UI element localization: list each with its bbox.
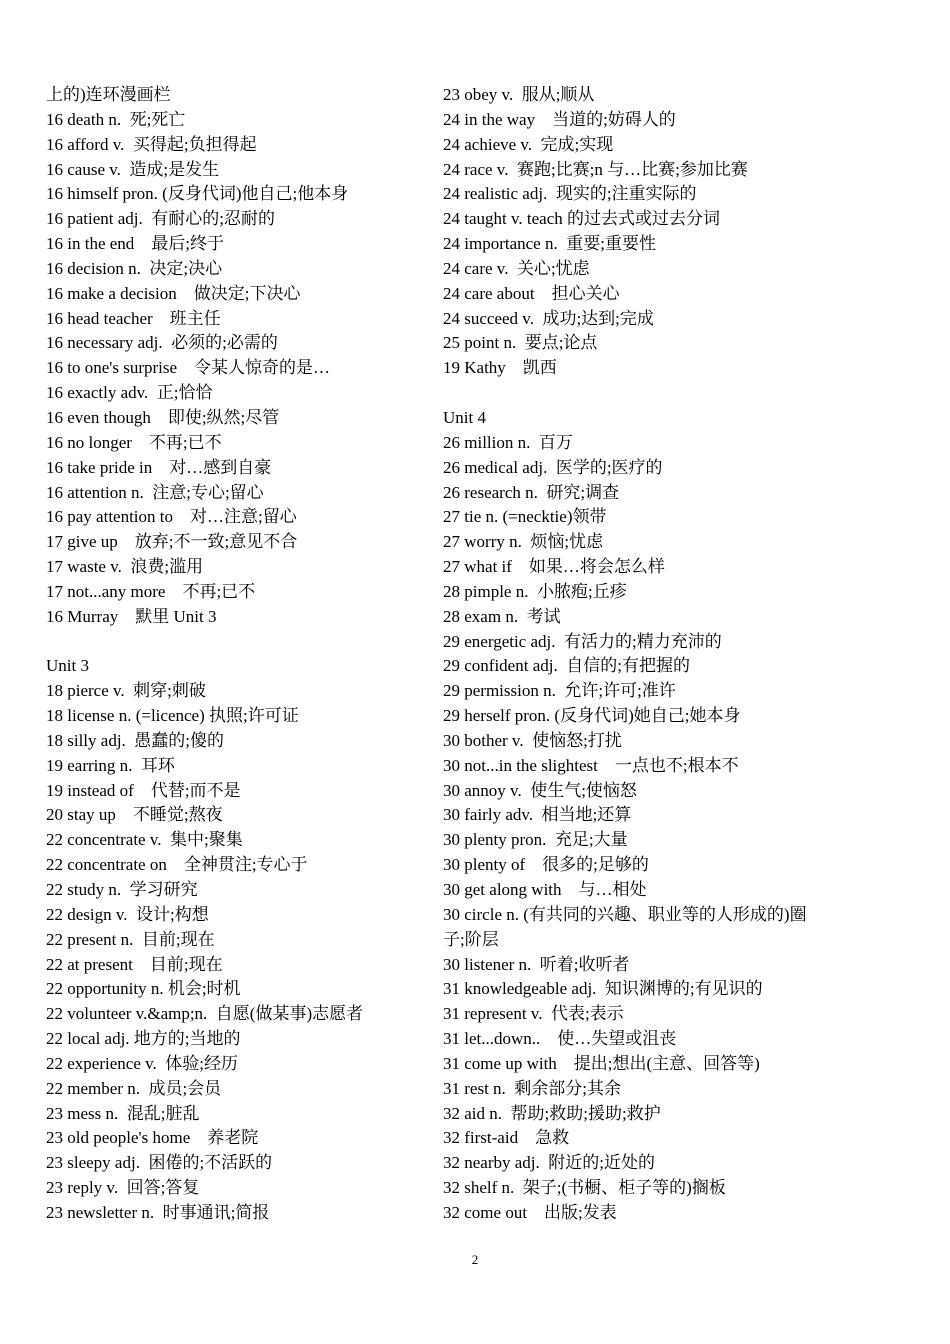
vocab-entry: 16 even though 即使;纵然;尽管 <box>46 407 280 427</box>
vocab-entry: 26 medical adj. 医学的;医疗的 <box>443 457 663 477</box>
vocab-entry: 23 mess n. 混乱;脏乱 <box>46 1103 200 1123</box>
vocab-entry: 22 concentrate v. 集中;聚集 <box>46 830 243 850</box>
right-column <box>443 83 883 1226</box>
vocab-entry: 16 necessary adj. 必须的;必需的 <box>46 333 278 353</box>
vocab-entry: 24 importance n. 重要;重要性 <box>443 234 656 254</box>
vocab-entry: 27 what if 如果…将会怎么样 <box>443 557 665 577</box>
vocab-entry: 29 energetic adj. 有活力的;精力充沛的 <box>443 631 722 651</box>
blank-line <box>46 630 426 655</box>
vocab-entry: 30 plenty of 很多的;足够的 <box>443 855 649 875</box>
vocab-entry: 31 come up with 提出;想出(主意、回答等) <box>443 1053 760 1073</box>
vocab-entry: 31 knowledgeable adj. 知识渊博的;有见识的 <box>443 979 763 999</box>
vocab-entry: 32 first-aid 急救 <box>443 1128 570 1148</box>
vocab-entry: 24 in the way 当道的;妨碍人的 <box>443 109 676 129</box>
vocab-entry: 24 succeed v. 成功;达到;完成 <box>443 308 654 328</box>
vocab-entry: 30 get along with 与…相处 <box>443 880 647 899</box>
vocab-entry: 24 race v. 赛跑;比赛;n 与…比赛;参加比赛 <box>443 159 748 179</box>
vocab-entry: 16 patient adj. 有耐心的;忍耐的 <box>46 209 276 229</box>
vocab-entry: 22 present n. 目前;现在 <box>46 929 215 949</box>
vocab-entry: 16 to one's surprise 令某人惊奇的是… <box>46 358 331 378</box>
vocab-entry: 22 design v. 设计;构想 <box>46 904 209 924</box>
vocab-entry: 16 make a decision 做决定;下决心 <box>46 283 301 303</box>
vocab-entry: 26 million n. 百万 <box>443 432 573 452</box>
vocab-entry: 16 afford v. 买得起;负担得起 <box>46 134 257 154</box>
vocab-entry: 32 shelf n. 架子;(书橱、柜子等的)搁板 <box>443 1178 726 1198</box>
vocab-entry: 16 cause v. 造成;是发生 <box>46 159 220 179</box>
vocab-entry: 30 not...in the slightest 一点也不;根本不 <box>443 755 739 775</box>
vocab-entry: 32 come out 出版;发表 <box>443 1202 617 1222</box>
vocab-entry: 31 let...down.. 使…失望或沮丧 <box>443 1029 677 1049</box>
vocab-entry: 16 himself pron. (反身代词)他自己;他本身 <box>46 184 349 204</box>
vocab-entry: 16 exactly adv. 正;恰恰 <box>46 383 213 403</box>
vocab-entry: 27 worry n. 烦恼;忧虑 <box>443 532 604 552</box>
page-number: 2 <box>471 1252 479 1267</box>
vocab-entry: 19 instead of 代替;而不是 <box>46 780 241 800</box>
vocab-entry: 22 local adj. 地方的;当地的 <box>46 1029 241 1049</box>
vocab-entry: 16 death n. 死;死亡 <box>46 109 186 129</box>
vocab-entry: 22 study n. 学习研究 <box>46 880 198 899</box>
vocab-entry: 18 license n. (=licence) 执照;许可证 <box>46 706 299 726</box>
vocab-entry: 16 decision n. 决定;决心 <box>46 258 223 278</box>
vocab-entry: 26 research n. 研究;调查 <box>443 482 620 502</box>
vocab-entry: 17 give up 放弃;不一致;意见不合 <box>46 532 298 552</box>
vocab-entry: 25 point n. 要点;论点 <box>443 333 598 353</box>
vocab-entry: 30 fairly adv. 相当地;还算 <box>443 805 632 825</box>
vocab-entry: 32 aid n. 帮助;救助;援助;救护 <box>443 1103 661 1123</box>
vocab-entry: 23 newsletter n. 时事通讯;简报 <box>46 1202 270 1222</box>
vocab-entry: 16 Murray 默里 Unit 3 <box>46 606 217 626</box>
unit-heading: Unit 4 <box>443 407 486 427</box>
vocab-entry: 30 plenty pron. 充足;大量 <box>443 830 628 850</box>
vocab-entry: 23 old people's home 养老院 <box>46 1128 259 1148</box>
vocab-entry: 19 earring n. 耳环 <box>46 755 175 775</box>
vocab-entry: 18 pierce v. 刺穿;刺破 <box>46 681 206 701</box>
vocab-entry: 23 sleepy adj. 困倦的;不活跃的 <box>46 1153 273 1173</box>
vocab-entry: 24 care about 担心关心 <box>443 283 620 303</box>
vocab-entry: 22 concentrate on 全神贯注;专心于 <box>46 855 308 875</box>
vocab-entry: 16 attention n. 注意;专心;留心 <box>46 482 264 502</box>
vocab-entry: 24 care v. 关心;忧虑 <box>443 258 590 278</box>
vocab-entry: 16 no longer 不再;已不 <box>46 432 222 452</box>
vocab-entry: 28 pimple n. 小脓疱;丘疹 <box>443 581 627 601</box>
vocab-entry: 28 exam n. 考试 <box>443 606 561 626</box>
vocab-entry: 30 listener n. 听着;收听者 <box>443 954 630 974</box>
vocab-entry: 24 taught v. teach 的过去式或过去分词 <box>443 209 720 229</box>
vocab-entry: 17 waste v. 浪费;滥用 <box>46 557 204 577</box>
vocab-entry: 24 realistic adj. 现实的;注重实际的 <box>443 184 697 204</box>
vocab-entry: 32 nearby adj. 附近的;近处的 <box>443 1153 655 1173</box>
vocab-entry: 17 not...any more 不再;已不 <box>46 581 256 601</box>
vocab-entry: 22 at present 目前;现在 <box>46 954 223 974</box>
vocab-entry: 23 reply v. 回答;答复 <box>46 1178 200 1198</box>
vocab-entry: 29 herself pron. (反身代词)她自己;她本身 <box>443 706 741 726</box>
vocab-entry: 23 obey v. 服从;顺从 <box>443 85 595 104</box>
vocab-entry: 31 rest n. 剩余部分;其余 <box>443 1078 622 1098</box>
left-column <box>46 83 426 1226</box>
vocab-entry: 29 confident adj. 自信的;有把握的 <box>443 656 690 676</box>
vocab-entry: 19 Kathy 凯西 <box>443 358 557 378</box>
unit-heading: Unit 3 <box>46 656 89 676</box>
vocab-entry: 27 tie n. (=necktie)领带 <box>443 507 607 527</box>
vocab-entry: 16 in the end 最后;终于 <box>46 234 225 254</box>
vocab-entry: 16 take pride in 对…感到自豪 <box>46 457 272 477</box>
vocab-entry: 22 volunteer v.&amp;n. 自愿(做某事)志愿者 <box>46 1004 364 1024</box>
vocab-entry: 30 circle n. (有共同的兴趣、职业等的人形成的)圈子;阶层 <box>443 904 807 949</box>
vocab-entry: 18 silly adj. 愚蠢的;傻的 <box>46 730 225 750</box>
vocab-entry: 22 opportunity n. 机会;时机 <box>46 979 241 999</box>
vocab-entry: 20 stay up 不睡觉;熬夜 <box>46 805 223 825</box>
vocab-entry: 上的)连环漫画栏 <box>46 85 171 104</box>
blank-line <box>443 381 883 406</box>
vocab-entry: 16 pay attention to 对…注意;留心 <box>46 507 297 527</box>
vocab-entry: 30 annoy v. 使生气;使恼怒 <box>443 780 637 800</box>
vocab-entry: 16 head teacher 班主任 <box>46 308 221 328</box>
vocab-entry: 22 member n. 成员;会员 <box>46 1078 222 1098</box>
vocab-entry: 29 permission n. 允许;许可;准许 <box>443 681 676 701</box>
vocab-entry: 22 experience v. 体验;经历 <box>46 1053 238 1073</box>
vocab-entry: 30 bother v. 使恼怒;打扰 <box>443 730 622 750</box>
vocab-entry: 31 represent v. 代表;表示 <box>443 1004 624 1024</box>
vocab-entry: 24 achieve v. 完成;实现 <box>443 134 614 154</box>
